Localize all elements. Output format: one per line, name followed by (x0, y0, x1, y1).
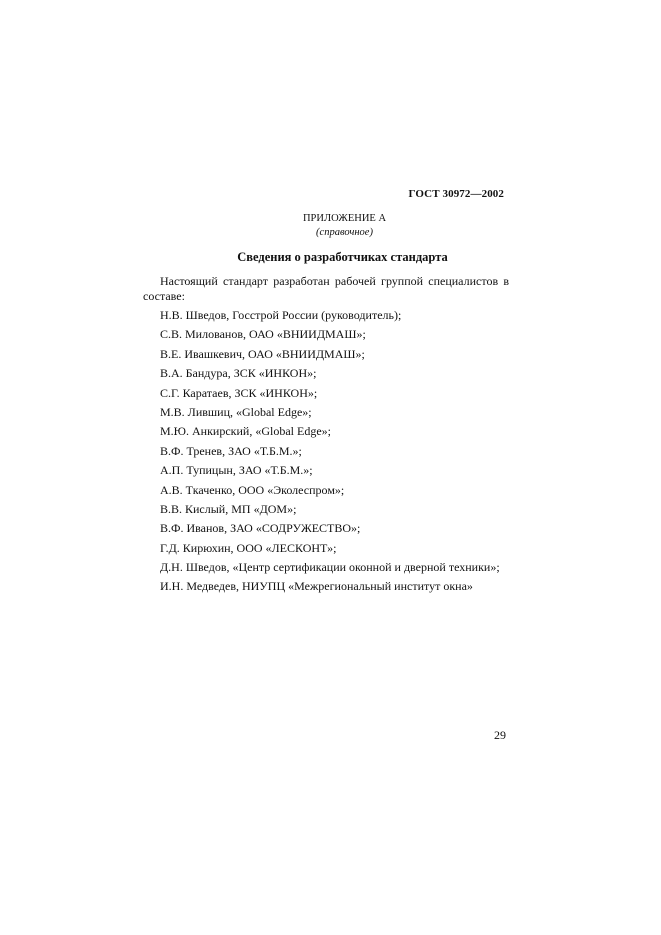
list-item: М.В. Лившиц, «Global Edge»; (160, 404, 312, 419)
list-item: Н.В. Шведов, Госстрой России (руководитель); (160, 308, 402, 322)
section-title: Сведения о разработчиках стандарта (237, 250, 448, 264)
list-item: С.В. Милованов, ОАО «ВНИИДМАШ»; (160, 327, 366, 342)
list-item: В.Ф. Тренев, ЗАО «Т.Б.М.»; (160, 443, 302, 458)
list-item: И.Н. Медведев, НИУПЦ «Межрегиональный институт окна» (160, 579, 473, 594)
list-item: М.Ю. Анкирский, «Global Edge»; (160, 424, 331, 439)
list-item: Г.Д. Кирюхин, ООО «ЛЕСКОНТ»; (160, 540, 337, 555)
intro-paragraph: Настоящий стандарт разработан рабочей группой специалистов в составе: (143, 274, 509, 303)
developers-list (160, 308, 520, 599)
appendix-heading (0, 212, 661, 240)
list-item: А.П. Тупицын, ЗАО «Т.Б.М.»; (160, 463, 313, 478)
list-item: В.Е. Ивашкевич, ОАО «ВНИИДМАШ»; (160, 346, 365, 361)
appendix-title: ПРИЛОЖЕНИЕ А (302, 213, 387, 224)
list-item: С.Г. Каратаев, ЗСК «ИНКОН»; (160, 385, 318, 400)
list-item: Д.Н. Шведов, «Центр сертификации оконной и дверной техники»; (160, 560, 500, 575)
list-item: В.В. Кислый, МП «ДОМ»; (160, 501, 297, 516)
list-item: А.В. Ткаченко, ООО «Эколеспром»; (160, 482, 345, 497)
list-item: В.А. Бандура, ЗСК «ИНКОН»; (160, 366, 317, 381)
standard-code: ГОСТ 30972—2002 (408, 188, 504, 200)
appendix-subtitle: (справочное) (316, 227, 373, 238)
list-item: В.Ф. Иванов, ЗАО «СОДРУЖЕСТВО»; (160, 521, 361, 536)
page-number: 29 (494, 728, 506, 742)
